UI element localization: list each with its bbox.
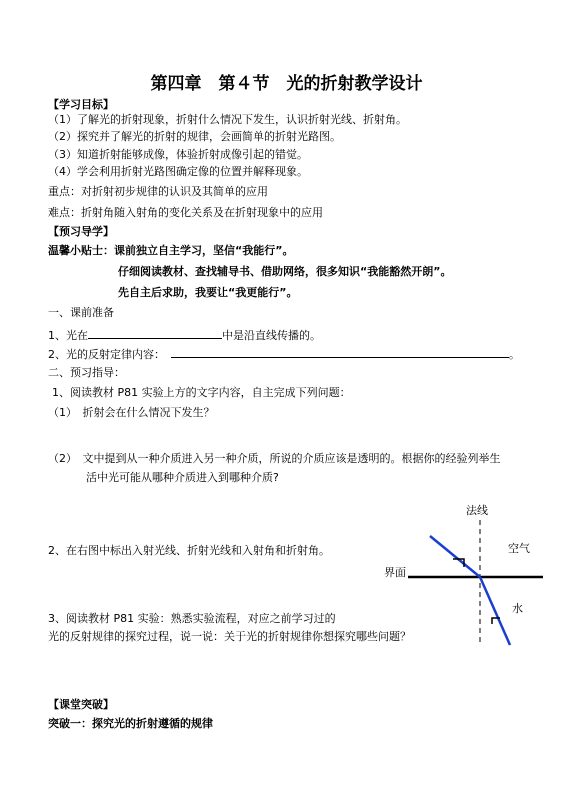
guide-1: 1、阅读教材 P81 实验上方的文字内容，自主完成下列问题： bbox=[52, 386, 351, 399]
page-title: 第四章 第４节 光的折射教学设计 bbox=[150, 74, 423, 94]
water-label: 水 bbox=[512, 602, 523, 615]
guide-header: 二、预习指导： bbox=[48, 366, 125, 379]
objectives-header: 【学习目标】 bbox=[48, 98, 114, 111]
guide-2: 2、在右图中标出入射光线、折射光线和入射角和折射角。 bbox=[48, 544, 330, 557]
difficulty: 难点：折射角随入射角的变化关系及在折射现象中的应用 bbox=[48, 206, 323, 219]
q1-suffix: 中是沿直线传播的。 bbox=[222, 329, 321, 342]
refracted-ray bbox=[480, 577, 510, 645]
objective-1: （1）了解光的折射现象，折射什么情况下发生，认识折射光线、折射角。 bbox=[48, 113, 407, 126]
preview-header: 【预习导学】 bbox=[48, 225, 114, 238]
guide-1-question-1: （1） 折射会在什么情况下发生？ bbox=[48, 406, 215, 419]
guide-3-line-2: 光的反射规律的探究过程，说一说：关于光的折射规律你想探究哪些问题？ bbox=[48, 630, 411, 643]
objective-3: （3）知道折射能够成像，体验折射成像引起的错觉。 bbox=[48, 148, 308, 161]
tip-1: 温馨小贴士：课前独立自主学习，坚信“我能行”。 bbox=[48, 244, 294, 257]
air-label: 空气 bbox=[508, 542, 530, 555]
q2-prefix: 2、光的反射定律内容： bbox=[48, 348, 165, 361]
guide-1-question-2-line-2: 活中光可能从哪种介质进入到哪种介质? bbox=[86, 471, 279, 484]
guide-1-question-2-line-1: （2） 文中提到从一种介质进入另一种介质，所说的介质应该是透明的。根据你的经验列举生 bbox=[48, 452, 501, 465]
objective-2: （2）探究并了解光的折射的规律，会画简单的折射光路图。 bbox=[48, 130, 341, 143]
normal-label: 法线 bbox=[466, 504, 488, 517]
incident-ray bbox=[430, 536, 480, 577]
tip-3: 先自主后求助，我要让“我更能行”。 bbox=[118, 286, 298, 299]
breakthrough-header: 【课堂突破】 bbox=[48, 698, 114, 711]
breakthrough-item-1: 突破一：探究光的折射遵循的规律 bbox=[48, 717, 213, 730]
objective-4: （4）学会利用折射光路图确定像的位置并解释现象。 bbox=[48, 165, 308, 178]
guide-3-line-1: 3、阅读教材 P81 实验：熟悉实验流程，对应之前学习过的 bbox=[48, 612, 336, 625]
q1-prefix: 1、光在 bbox=[48, 329, 88, 342]
q2-suffix: 。 bbox=[509, 348, 520, 361]
prep-header: 一、课前准备 bbox=[48, 306, 114, 319]
tip-2: 仔细阅读教材、查找辅导书、借助网络，很多知识“我能豁然开朗”。 bbox=[118, 265, 452, 278]
interface-label: 界面 bbox=[384, 566, 406, 579]
key-point: 重点：对折射初步规律的认识及其简单的应用 bbox=[48, 185, 268, 198]
